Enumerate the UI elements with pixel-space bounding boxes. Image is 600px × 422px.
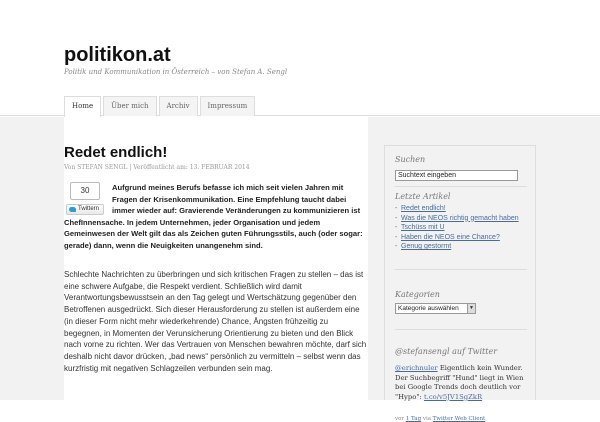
tweet-body: Eigentlich kein Wunder. Der Suchbegriff "Hund" liegt in Wien bei Google Trends doch deutlich vor "Hypo": [395,364,524,401]
tweet-button-label: Twittern [78,206,100,212]
tweet-time-prefix: vor [395,416,405,422]
chevron-down-icon: ▼ [467,304,475,313]
nav-item-imprint[interactable]: Impressum [200,96,256,116]
post-lead-text: Aufgrund meines Berufs befasse ich mich seit vielen Jahren mit Fragen der Krisenkommunikation. Eine Empfehlung taucht dabei immer wieder auf: Gravierende Veränderungen zu kommunizieren ist ChefInnensache. In jedem Unternehmen, jeder Organisation und jedem Gemeinwesen der Welt gilt das als Zeichen guten Führungsstils, auch (oder sogar: gerade) dann, wenn die Neuigkeiten unangenehm sind. [64,183,363,250]
widget-divider [395,186,527,187]
search-widget-title: Suchen [395,155,426,164]
main-content [64,117,368,400]
post-meta [64,164,250,171]
category-select[interactable] [395,303,476,314]
nav-item-about[interactable]: Über mich [103,96,156,116]
site-description: Politik und Kommunikation in Österreich – von Stefan A. Sengl [64,68,288,76]
list-item[interactable]: - Haben die NEOS eine Chance? [395,233,527,243]
post-date[interactable]: 13. FEBRUAR 2014 [189,164,250,171]
categories-widget-title: Kategorien [395,290,440,299]
meta-separator: | [129,164,132,171]
widget-divider [395,329,527,330]
post-lead [64,182,368,252]
category-select-value: Kategorie auswählen [398,305,459,312]
sidebar [384,145,536,422]
tweet-via: via [422,416,432,422]
site-header [0,0,600,88]
list-item[interactable]: - Was die NEOS richtig gemacht haben [395,214,527,224]
tweet-button[interactable] [66,204,104,215]
nav-item-archive[interactable]: Archiv [159,96,198,116]
meta-prefix: Von [64,164,76,171]
tweet-link[interactable]: t.co/v5JV1SgZkR [423,392,483,401]
published-label: Veröffentlicht am: [133,164,188,171]
tweet-time[interactable]: 1 Tag [405,416,422,422]
nav-item-home[interactable]: Home [64,96,101,117]
post-author[interactable]: STEFAN SENGL [77,164,128,171]
tweet-text [395,364,527,402]
post-body: Schlechte Nachrichten zu überbringen und sich kritischen Fragen zu stellen – das ist eine schwere Aufgabe, die Respekt verdient. Schließlich wird damit Verantwortungsbewusstsein an den Tag gelegt und Wertschätzung gegenüber den Betroffenen ausgedrückt. Sich dieser Herausforderung zu stellen ist außerdem eine (in dieser Form nicht mehr wiederkehrende) Chance, Ängsten frühzeitig zu begegnen, in Momenten der Verunsicherung Orientierung zu bieten und den Blick nach vorne zu richten. Wer das Vertrauen von Menschen bewahren möchte, darf sich deshalb nicht davor drücken, „bad news“ persönlich zu vermitteln – selbst wenn das kurzfristig mit negativen Schlagzeilen verbunden sein mag. [64,270,367,373]
tweet-count: 30 [70,182,100,200]
tweet-meta [395,416,485,422]
list-item[interactable]: - Redet endlich! [395,204,527,214]
tweet-handle[interactable]: @erichnuler [395,364,438,372]
list-item[interactable]: - Tschüss mit U [395,223,527,233]
list-item[interactable]: - Genug gestormt [395,242,527,252]
tweet-client[interactable]: Twitter Web Client [432,416,486,422]
main-nav [0,96,600,116]
site-title[interactable]: politikon.at [64,44,171,66]
page-background [0,117,600,422]
post-title[interactable]: Redet endlich! [64,144,168,161]
recent-widget-title: Letzte Artikel [395,192,451,201]
tweet-widget [66,182,104,216]
twitter-widget-title: @stefansengl auf Twitter [395,347,498,356]
recent-posts-list [395,204,527,252]
search-input[interactable]: Suchtext eingeben [395,170,518,181]
twitter-bird-icon [69,207,76,212]
widget-divider [395,269,527,270]
